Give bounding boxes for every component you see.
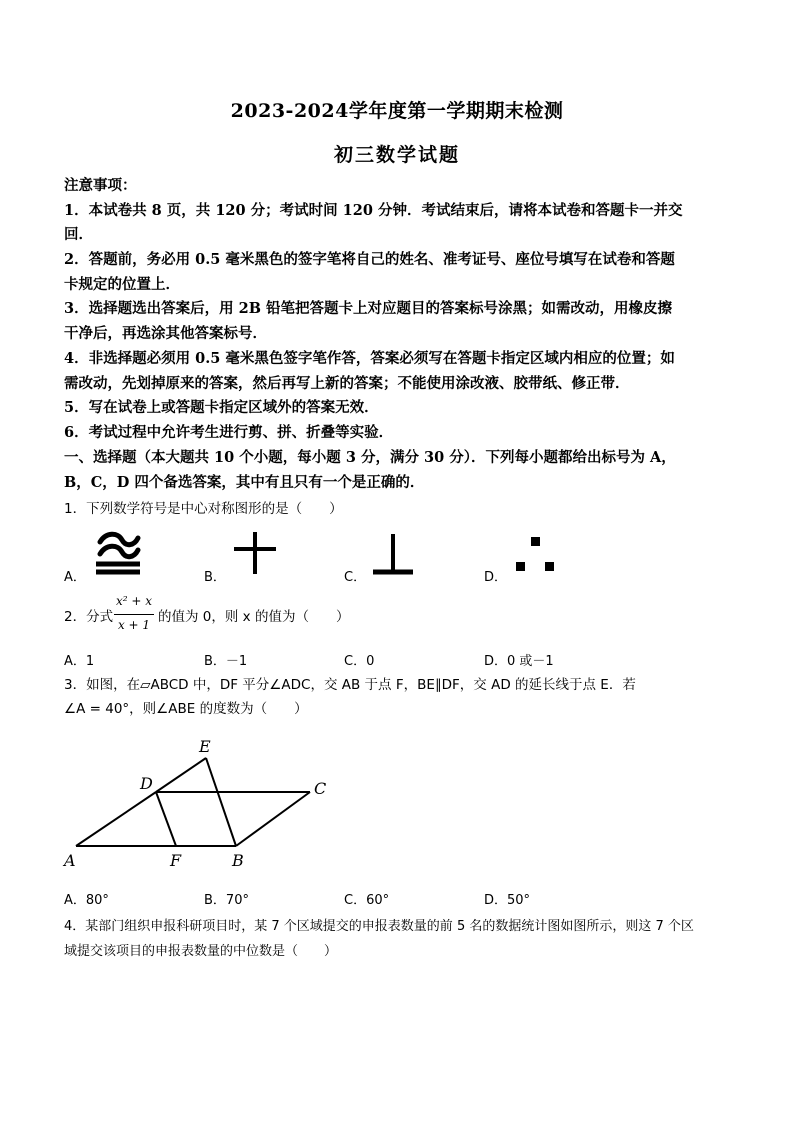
q2-numerator: x² + x — [115, 594, 153, 608]
q3-parallelogram-diagram — [60, 728, 340, 878]
note-line: 3．选择题选出答案后，用 2B 铅笔把答题卡上对应题目的答案标号涂黑；如需改动，用橡皮擦 — [64, 300, 673, 317]
q3-option-b: B．70° — [204, 893, 249, 908]
q4-stem-line2: 域提交该项目的申报表数量的中位数是（ ） — [64, 944, 338, 959]
therefore-symbol-icon — [512, 534, 558, 574]
q2-option-d: D．0 或－1 — [484, 654, 554, 669]
note-line: 4．非选择题必须用 0.5 毫米黑色签字笔作答，答案必须写在答题卡指定区域内相应的位置；如 — [64, 350, 675, 367]
q1-option-d-label: D． — [484, 570, 508, 585]
q1-option-a-label: A． — [64, 570, 86, 585]
note-line: 5．写在试卷上或答题卡指定区域外的答案无效． — [64, 399, 379, 416]
section-heading-cont: B，C，D 四个备选答案，其中有且只有一个是正确的． — [64, 474, 425, 491]
q1-stem: 1．下列数学符号是中心对称图形的是（ ） — [64, 501, 343, 517]
page-subtitle: 初三数学试题 — [333, 144, 460, 166]
q2-fraction-bar — [114, 614, 154, 615]
q2-denominator: x + 1 — [117, 618, 151, 632]
point-label-e: E — [199, 737, 211, 756]
note-line: 卡规定的位置上． — [64, 276, 180, 293]
q3-stem-line1: 3．如图，在▱ABCD 中，DF 平分∠ADC，交 AB 于点 F，BE∥DF，交 AD 的延长线于点 E．若 — [64, 677, 636, 693]
q1-option-c-label: C． — [344, 570, 367, 585]
q3-option-c: C．60° — [344, 893, 390, 908]
q2-option-c: C．0 — [344, 654, 375, 669]
q1-option-b-label: B． — [204, 570, 226, 585]
note-line: 回． — [64, 226, 93, 243]
note-line: 2．答题前，务必用 0.5 毫米黑色的签字笔将自己的姓名、准考证号、座位号填写在试卷和答题 — [64, 251, 675, 268]
q3-option-a: A．80° — [64, 893, 109, 908]
section-heading: 一、选择题（本大题共 10 个小题，每小题 3 分，满分 30 分）．下列每小题都给出标号为 A， — [64, 449, 676, 466]
note-line: 需改动，先划掉原来的答案，然后再写上新的答案；不能使用涂改液、胶带纸、修正带． — [64, 375, 630, 392]
q3-option-d: D．50° — [484, 893, 531, 908]
point-label-f: F — [170, 851, 182, 870]
q2-prefix: 2．分式 — [64, 609, 114, 625]
q3-stem-line2: ∠A = 40°，则∠ABE 的度数为（ ） — [64, 701, 308, 717]
note-line: 6．考试过程中允许考生进行剪、拼、折叠等实验． — [64, 424, 394, 441]
page-title: 2023-2024学年度第一学期期末检测 — [230, 100, 564, 122]
note-line: 1．本试卷共 8 页，共 120 分；考试时间 120 分钟．考试结束后，请将本试卷和答题卡一并交 — [64, 202, 683, 219]
point-label-a: A — [64, 851, 76, 870]
approx-equal-symbol-icon — [92, 530, 144, 576]
plus-symbol-icon — [232, 530, 278, 576]
q2-option-a: A．1 — [64, 654, 95, 669]
q2-option-b: B．－1 — [204, 654, 248, 669]
notes-heading: 注意事项： — [64, 177, 137, 194]
point-label-c: C — [314, 779, 327, 798]
q2-suffix: 的值为 0，则 x 的值为（ ） — [158, 609, 350, 625]
note-line: 干净后，再选涂其他答案标号． — [64, 325, 267, 342]
q4-stem-line1: 4．某部门组织申报科研项目时，某 7 个区域提交的申报表数量的前 5 名的数据统计图如图所示，则这 7 个区 — [64, 919, 694, 934]
perpendicular-symbol-icon — [370, 532, 416, 578]
point-label-d: D — [140, 774, 153, 793]
point-label-b: B — [232, 851, 244, 870]
